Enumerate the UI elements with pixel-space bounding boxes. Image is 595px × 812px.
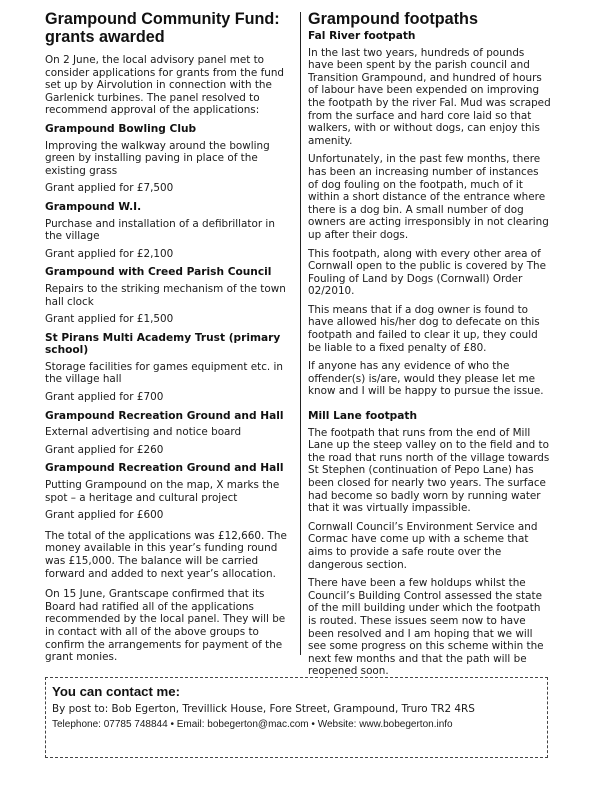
grant-description: Storage facilities for games equipment etc. in the village hall bbox=[45, 360, 284, 386]
grants-column bbox=[45, 10, 288, 670]
grant-item bbox=[45, 123, 288, 195]
fal-footpath-heading: Fal River footpath bbox=[308, 30, 416, 42]
grant-description: Putting Grampound on the map, X marks the spot – a heritage and cultural project bbox=[45, 479, 280, 504]
grant-item bbox=[45, 462, 288, 521]
grant-item bbox=[45, 201, 288, 260]
grant-org: Grampound Recreation Ground and Hall bbox=[45, 409, 284, 422]
grant-org: St Pirans Multi Academy Trust (primary school) bbox=[45, 331, 281, 357]
fal-paragraph: This footpath, along with every other area of Cornwall open to the public is covered by The Fouling of Land by Dogs (Cornwall) Order 02/2010. bbox=[308, 247, 547, 298]
contact-telephone: Telephone: 07785 748844 bbox=[52, 719, 168, 730]
mill-paragraph: There have been a few holdups whilst the Council’s Building Control assessed the state of the mill building under which the footpath is routed. These issues seem now to have been resolved and I am hoping that we will see some progress on this scheme within the next few months and that the path will be reopened soon. bbox=[308, 577, 544, 678]
footpaths-column bbox=[308, 10, 551, 684]
grant-description: Improving the walkway around the bowling green by installing paving in place of the existing grass bbox=[45, 139, 270, 177]
grants-ratified-paragraph: On 15 June, Grantscape confirmed that its Board had ratified all of the applications recommended by the local panel. They will be in contact with all of the above groups to confirm the arrangements for payment of the grant monies. bbox=[45, 588, 286, 664]
fal-paragraph: In the last two years, hundreds of pounds have been spent by the parish council and Transition Grampound, and hundred of hours of labour have been expended on improving the footpath by the river Fal. Mud was scraped from the surface and hard core laid so that walkers, with or without dogs, can enjoy this amenity. bbox=[308, 46, 551, 147]
fal-paragraph: This means that if a dog owner is found to have allowed his/her dog to defecate on this footpath and failed to clear it up, they could be liable to a fixed penalty of £80. bbox=[308, 303, 540, 354]
grants-total-paragraph: The total of the applications was £12,660. The money available in this year’s funding round was £15,000. The balance will be carried forward and added to next year’s allocation. bbox=[45, 529, 287, 580]
contact-website[interactable]: Website: www.bobegerton.info bbox=[317, 719, 453, 730]
grant-item bbox=[45, 332, 288, 404]
grant-item bbox=[45, 266, 288, 325]
contact-email[interactable]: Email: bobegerton@mac.com bbox=[176, 719, 309, 730]
grant-description: Purchase and installation of a defibrillator in the village bbox=[45, 217, 275, 243]
grant-amount: Grant applied for £7,500 bbox=[45, 182, 174, 195]
column-divider bbox=[300, 12, 301, 655]
grant-item bbox=[45, 410, 288, 457]
footpaths-title: Grampound footpaths bbox=[308, 10, 478, 28]
grant-amount: Grant applied for £1,500 bbox=[45, 313, 174, 326]
mill-lane-heading: Mill Lane footpath bbox=[308, 410, 418, 423]
grant-org: Grampound W.I. bbox=[45, 200, 142, 213]
contact-details-line bbox=[52, 718, 541, 731]
separator-bullet: • bbox=[170, 719, 174, 730]
mill-paragraph: Cornwall Council’s Environment Service and Cormac have come up with a scheme that aims to provide a safe route over the dangerous section. bbox=[308, 520, 538, 571]
grant-amount: Grant applied for £700 bbox=[45, 391, 164, 404]
contact-title: You can contact me: bbox=[52, 684, 180, 699]
grants-title: Grampound Community Fund: grants awarded bbox=[45, 10, 280, 46]
contact-box bbox=[45, 677, 548, 758]
grant-amount: Grant applied for £260 bbox=[45, 443, 164, 456]
mill-paragraph: The footpath that runs from the end of Mill Lane up the steep valley on to the field and to the road that runs north of the village towards St Stephen (continuation of Pepo Lane) has been closed for nearly two years. The surface had become so badly worn by running water that it was virtually impassible. bbox=[308, 426, 550, 515]
fal-paragraph: Unfortunately, in the past few months, there has been an increasing number of instances of dog fouling on the footpath, much of it within a short distance of the entrance where there is a dog bin. A small number of dog owners are acting irresponsibly in not clearing up after their dogs. bbox=[308, 153, 549, 241]
grant-org: Grampound with Creed Parish Council bbox=[45, 266, 272, 279]
grant-amount: Grant applied for £600 bbox=[45, 509, 164, 522]
separator-bullet: • bbox=[311, 719, 315, 730]
grant-org: Grampound Bowling Club bbox=[45, 122, 197, 135]
grant-org: Grampound Recreation Ground and Hall bbox=[45, 462, 284, 475]
contact-post-address: By post to: Bob Egerton, Trevillick House, Fore Street, Grampound, Truro TR2 4RS bbox=[52, 703, 475, 715]
fal-paragraph: If anyone has any evidence of who the offender(s) is/are, would they please let me know and I will be happy to pursue the issue. bbox=[308, 360, 544, 398]
grant-description: Repairs to the striking mechanism of the town hall clock bbox=[45, 282, 286, 308]
grants-intro: On 2 June, the local advisory panel met to consider applications for grants from the fund set up by Airvolution in connection with the Garlenick turbines. The panel resolved to recommend approval of the applications: bbox=[45, 54, 285, 117]
grant-description: External advertising and notice board bbox=[45, 426, 242, 439]
grant-amount: Grant applied for £2,100 bbox=[45, 247, 174, 260]
